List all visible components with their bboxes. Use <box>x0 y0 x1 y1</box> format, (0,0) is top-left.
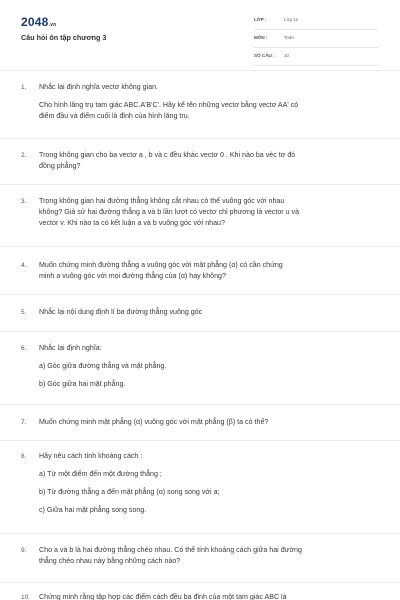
question-text: Cho a và b là hai đường thẳng chéo nhau. Có thể tính khoảng cách giữa hai đường <box>39 546 302 554</box>
divider <box>0 440 400 441</box>
question-body <box>39 417 381 428</box>
document-header <box>0 0 400 62</box>
divider <box>0 70 400 71</box>
question-number: 8. <box>21 453 27 460</box>
question-subtext: Cho hình lăng trụ tam giác ABC.A'B'C'. Hãy kể tên những vectơ bằng vectơ AA' có <box>39 101 299 109</box>
question-text: Chứng minh rằng tập hợp các điểm cách đều ba đỉnh của một tam giác ABC là <box>39 593 287 600</box>
question-body <box>39 307 381 318</box>
question-body <box>39 260 381 282</box>
question-text: thẳng chéo nhau này bằng những cách nào? <box>39 557 181 565</box>
question-text: đồng phẳng? <box>39 162 81 170</box>
divider <box>0 582 400 583</box>
site-logo[interactable] <box>21 15 56 32</box>
question-subtext: a) Góc giữa đường thẳng và mặt phẳng. <box>39 362 167 370</box>
question-text: Hãy nêu cách tính khoảng cách : <box>39 452 143 460</box>
divider <box>0 294 400 295</box>
question-number: 3. <box>21 198 27 205</box>
meta-row-class <box>254 14 378 30</box>
question-subtext: a) Từ một điểm đến một đường thẳng ; <box>39 470 162 478</box>
question-subtext: điểm đầu và điểm cuối là đỉnh của hình lăng trụ. <box>39 112 190 120</box>
question-subtext: b) Từ đường thẳng a đến mặt phẳng (α) song song với a; <box>39 488 220 496</box>
divider <box>0 331 400 332</box>
question-number: 1. <box>21 84 27 91</box>
meta-value: Lớp 11 <box>284 17 299 22</box>
question-subtext: b) Góc giữa hai mặt phẳng. <box>39 380 126 388</box>
question-number: 10. <box>21 594 31 600</box>
question-body <box>39 592 381 600</box>
divider <box>0 138 400 139</box>
question-text: Trong không gian hai đường thẳng không cắt nhau có thể vuông góc với nhau <box>39 197 285 205</box>
meta-label: LỚP : <box>254 17 267 22</box>
question-subtext: c) Giữa hai mặt phẳng song song. <box>39 506 147 514</box>
question-number: 2. <box>21 152 27 159</box>
question-body <box>39 82 381 122</box>
meta-value: Toán <box>284 35 294 40</box>
divider <box>0 246 400 247</box>
question-number: 6. <box>21 345 27 352</box>
question-body <box>39 150 381 172</box>
question-text: Nhắc lại định nghĩa vectơ không gian. <box>39 83 159 91</box>
question-number: 9. <box>21 547 27 554</box>
question-body <box>39 451 381 516</box>
meta-value: 10 <box>284 53 290 58</box>
question-number: 5. <box>21 309 27 316</box>
meta-label: SỐ CÂU : <box>254 53 275 58</box>
logo-main: 2048 <box>21 15 49 29</box>
question-body <box>39 545 381 567</box>
question-text: Trong không gian cho ba vectơ a , b và c đều khác vectơ 0 . Khi nào ba véc tơ đó <box>39 151 296 159</box>
question-number: 7. <box>21 419 27 426</box>
question-number: 4. <box>21 262 27 269</box>
question-body <box>39 196 381 229</box>
question-text: không? Giả sử hai đường thẳng a và b lần lượt có vectơ chỉ phương là vector u và <box>39 208 300 216</box>
question-text: minh a vuông góc với mọi đường thẳng của (α) hay không? <box>39 272 226 280</box>
document-meta <box>254 14 378 68</box>
page-title: Câu hỏi ôn tập chương 3 <box>21 33 107 42</box>
question-text: Nhắc lại nội dung định lí ba đường thẳng vuông góc <box>39 308 203 316</box>
question-text: Muốn chứng minh đường thẳng a vuông góc với mặt phẳng (α) có cần chứng <box>39 261 283 269</box>
divider <box>0 533 400 534</box>
divider <box>0 404 400 405</box>
question-body <box>39 343 381 390</box>
question-text: Nhắc lại định nghĩa: <box>39 344 102 352</box>
meta-row-subject <box>254 32 378 48</box>
meta-label: MÔN : <box>254 35 268 40</box>
question-text: Muốn chứng minh mặt phẳng (α) vuông góc với mặt phẳng (β) ta có thể? <box>39 418 269 426</box>
meta-row-count <box>254 50 378 66</box>
question-text: vector v. Khi nào ta có kết luận a và b vuông góc với nhau? <box>39 219 225 227</box>
divider <box>0 184 400 185</box>
logo-suffix: .vn <box>48 22 57 28</box>
